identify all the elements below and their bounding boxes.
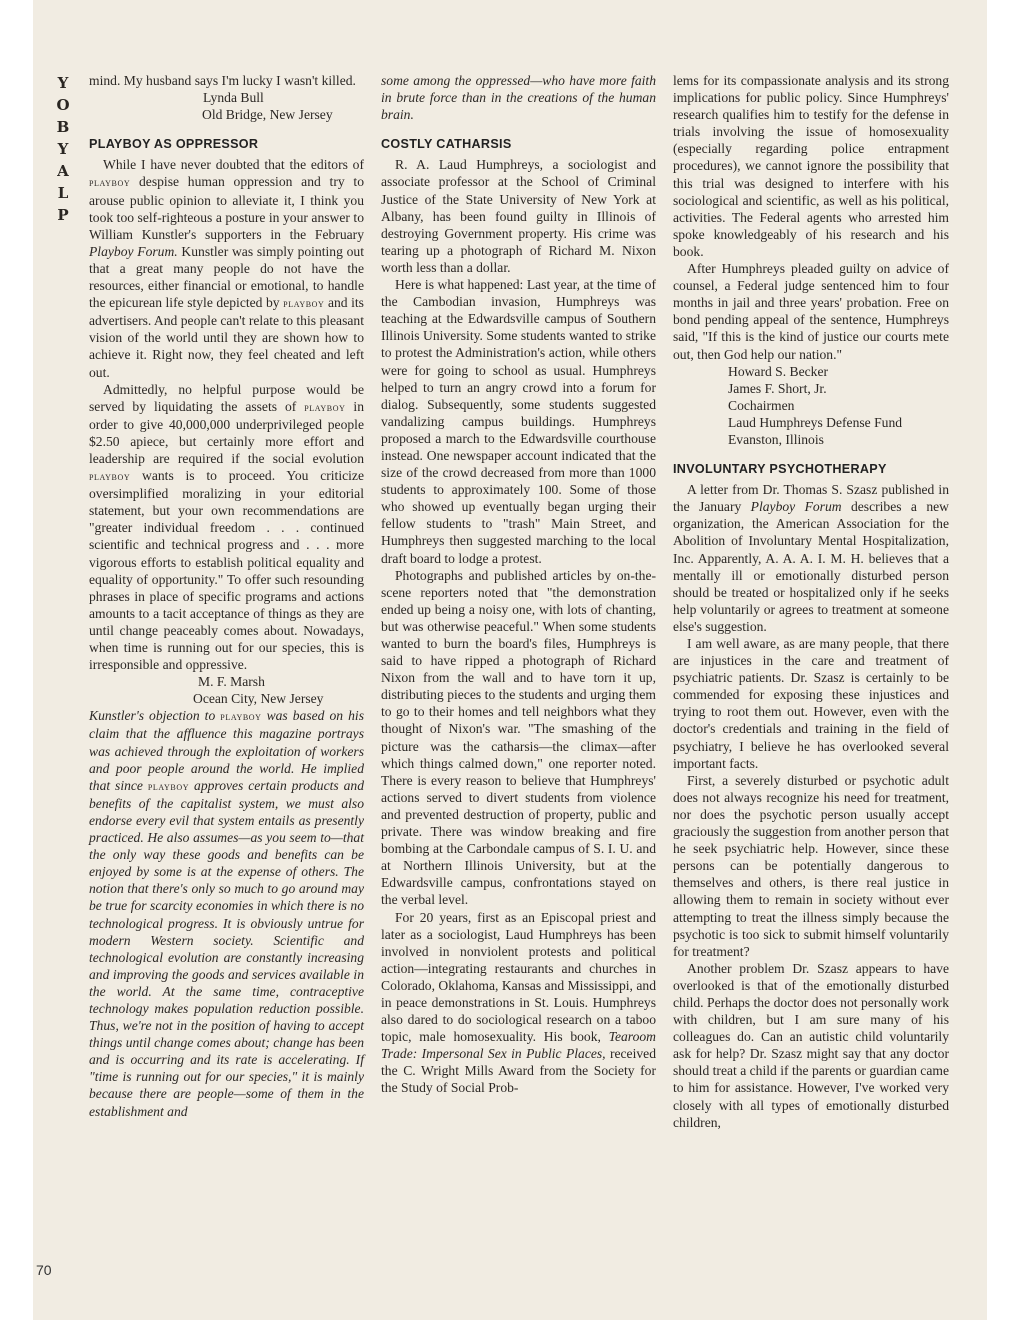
sidebar-letter: A [57,162,69,180]
body-paragraph: First, a severely disturbed or psychotic adult does not always recognize his need for treatment, nor does the psychotic person usually accept graciously the suggestion from another person that he seek psychiatric help. However, since these persons can be potentially dangerous to themselves and others, is there real justice in allowing them to remain in society without ever attempting to treat the illness simply because the psychotic is too sick to submit himself voluntarily for treatment? [673,772,949,959]
signature-line: Cochairmen [728,397,795,413]
section-heading: INVOLUNTARY PSYCHOTHERAPY [673,462,887,477]
section-heading: COSTLY CATHARSIS [381,137,512,152]
column-3 [673,72,949,1131]
brand-name: playboy [89,469,131,484]
body-paragraph: While I have never doubted that the editors of playboy despise human oppression and try to arouse public opinion to alleviate it, I think you took too self-righteous a posture in your answer to William Kunstler's supporters in the February Playboy Forum. Kunstler was simply pointing out that a great many people do not have the resources, either financial or emotional, to handle the epicurean life style depicted by playboy and its advertisers. And people can't relate to this pleasant vision of the world until they are shown how to achieve it. Right now, they feel cheated and left out. [89,157,364,380]
brand-name: playboy [89,175,131,190]
letter-closing-paragraph: mind. My husband says I'm lucky I wasn't killed. [89,73,356,88]
signature-line: Laud Humphreys Defense Fund [728,414,903,430]
body-paragraph: Here is what happened: Last year, at the time of the Cambodian invasion, Humphreys was teaching at the Edwardsville campus of Southern Illinois University. Some students wanted to strike to protest the Administration's action, while others were for going to school as usual. Humphreys helped to turn an angry crowd into a forum for dialog. Subsequently, some students suggested vandalizing campus buildings. Humphreys proposed a march to the Edwardsville courthouse instead. One newspaper account indicated that the size of the crowd decreased from more than 1000 students to approximately 100. Some of those who showed up eventually began urging their fellow students to "trash" Main Street, and Humphreys then suggested marching to the local draft board to lodge a protest. [381,277,656,566]
sidebar-letter: Y [57,140,69,158]
section-heading: PLAYBOY AS OPPRESSOR [89,137,259,152]
body-paragraph: For 20 years, first as an Episcopal priest and later as a sociologist, Laud Humphreys has been involved in nonviolent protests and political action—integrating restaurants and churches in Colorado, Oklahoma, Kansas and Mississippi, and in peace demonstrations in St. Louis. Humphreys also dared to do sociological research on a taboo topic, male homosexuality. His book, Tearoom Trade: Impersonal Sex in Public Places, received the C. Wright Mills Award from the Society for the Study of Social Prob- [381,909,656,1096]
playboy-vertical-label [53,72,73,226]
body-paragraph: I am well aware, as are many people, that there are injustices in the care and treatment of psychiatric patients. Dr. Szasz is certainly to be commended for exposing these injustices and trying to root them out. However, even with the doctor's credentials and training in the field of psychiatry, I believe he has overlooked several important facts. [673,636,949,771]
signature-line: Evanston, Illinois [728,431,824,447]
brand-name: playboy [147,778,190,793]
brand-name: playboy [304,399,346,414]
book-title: Tearoom Trade: Impersonal Sex in Public Places, [381,1029,656,1062]
publication-title: Playboy Forum. [89,243,178,259]
signature-line: James F. Short, Jr. [728,380,827,396]
publication-title: Playboy Forum [750,499,842,515]
body-paragraph: Admittedly, no helpful purpose would be served by liquidating the assets of playboy in order to give 40,000,000 underprivileged people $2.50 apiece, but certainly more effort and leadership are required if the social evolution playboy wants is to proceed. You criticize oversimplified moralizing in your editorial statement, but your own recommendations are "greater individual freedom . . . continued scientific and technical progress and . . . more vigorous efforts to establish political equality and equality of opportunity." To offer such resounding phrases in place of specific programs and actions amounts to a tacit acceptance of things as they are until change peaceably comes about. Nowadays, when time is running out for our species, this is irresponsible and oppressive. [89,381,364,673]
signature-place: Ocean City, New Jersey [193,691,324,707]
sidebar-letter: B [56,118,70,136]
signature-name: M. F. Marsh [198,674,265,690]
letter-signature [89,89,364,123]
column-2 [381,72,656,1097]
body-paragraph: A letter from Dr. Thomas S. Szasz published in the January Playboy Forum describes a new organization, the American Association for the Abolition of Involuntary Mental Hospitalization, Inc. Apparently, A. A. A. I. M. H. believes that a mentally ill or emotionally disturbed person should be treated or hospitalized only if he seeks help voluntarily or agrees to treatment at someone else's suggestion. [673,482,949,634]
signature-place: Old Bridge, New Jersey [202,107,333,123]
body-paragraph: Another problem Dr. Szasz appears to have overlooked is that of the emotionally disturbed child. Perhaps the doctor does not personally work with children, but I am sure many of his colleagues do. Can an autistic child voluntarily ask for help? Dr. Szasz might say that any doctor should treat a child if the parents or guardian came to him for assistance. However, I've worked very closely with all types of emotionally disturbed children, [673,960,949,1130]
signature-name: Lynda Bull [203,90,264,106]
letter-signature [673,363,949,448]
signature-line: Howard S. Becker [728,363,829,379]
sidebar-letter: O [56,96,70,114]
sidebar-letter: Y [57,74,69,92]
body-paragraph: R. A. Laud Humphreys, a sociologist and associate professor at the School of Criminal Justice of the State University of New York at Albany, has been found guilty in Illinois of destroying Government property. His crime was tearing up a photograph of Richard M. Nixon worth less than a dollar. [381,157,656,275]
editor-reply: Kunstler's objection to playboy was based on his claim that the affluence this magazine portrays was achieved through the exploitation of workers and poor people around the world. He implied that since playboy approves certain products and benefits of the capitalist system, we must also endorse every evil that system entails as presently practiced. He also assumes—as you seem to—that the only way these goods and benefits can be enjoyed by some is at the expense of others. The notion that there's only so much to go around may be true for scarcity economies in which there is no technological progress. It is obviously untrue for modern Western society. Scientific and technological evolution are constantly increasing and improving the goods and services available in the world. At the same time, contraceptive technology makes population reduction possible. Thus, we're not in the position of having to accept things until change comes about; change has been and is occurring and its rate is accelerating. If "time is running out for our species," it is mainly because there are people—some of them in the establishment and [89,708,364,1119]
body-paragraph: After Humphreys pleaded guilty on advice of counsel, a Federal judge sentenced him to four months in jail and three years' probation. Free on bond pending appeal of the sentence, Humphreys said, "If this is the kind of justice our courts mete out, then God help our nation." [673,261,949,362]
column-1 [89,72,364,1120]
page-number: 70 [36,1262,52,1278]
letter-signature [89,673,364,707]
body-paragraph: Photographs and published articles by on-the-scene reporters noted that "the demonstration ended up being a noisy one, with lots of chanting, but was otherwise peaceful." When some students wanted to burn the board's files, Humphreys is said to have ripped a photograph of Richard Nixon from the wall and to have torn it up, distributing pieces to the students and urging them to go to their homes and tell neighbors what they thought of Nixon's war. "The smashing of the picture was the catharsis—the climax—after which things calmed down," one reporter noted. There is every reason to believe that Humphreys' actions served to divert students from violence and prevented destruction of property, public and private. There was window breaking and fire bombing at the Carbondale campus of S. I. U. and at Northern Illinois University, but at the Edwardsville campus, confrontations stayed on the verbal level. [381,567,656,908]
body-paragraph: lems for its compassionate analysis and its strong implications for public policy. Since Humphreys' research qualifies him to testify for the defense in trials involving the issue of homosexuality (especially regarding police entrapment procedures), we cannot ignore the possibility that this trial was designed to interfere with his sociological and scientific, as well as his political, activities. The Federal agents who arrested him spoke knowledgeably of his research and his book. [673,73,949,259]
brand-name: playboy [283,296,325,311]
sidebar-letter: P [57,206,69,224]
editor-reply-continued: some among the oppressed—who have more faith in brute force than in the creations of the human brain. [381,73,656,123]
brand-name: playboy [220,709,262,724]
sidebar-letter: L [57,184,69,202]
